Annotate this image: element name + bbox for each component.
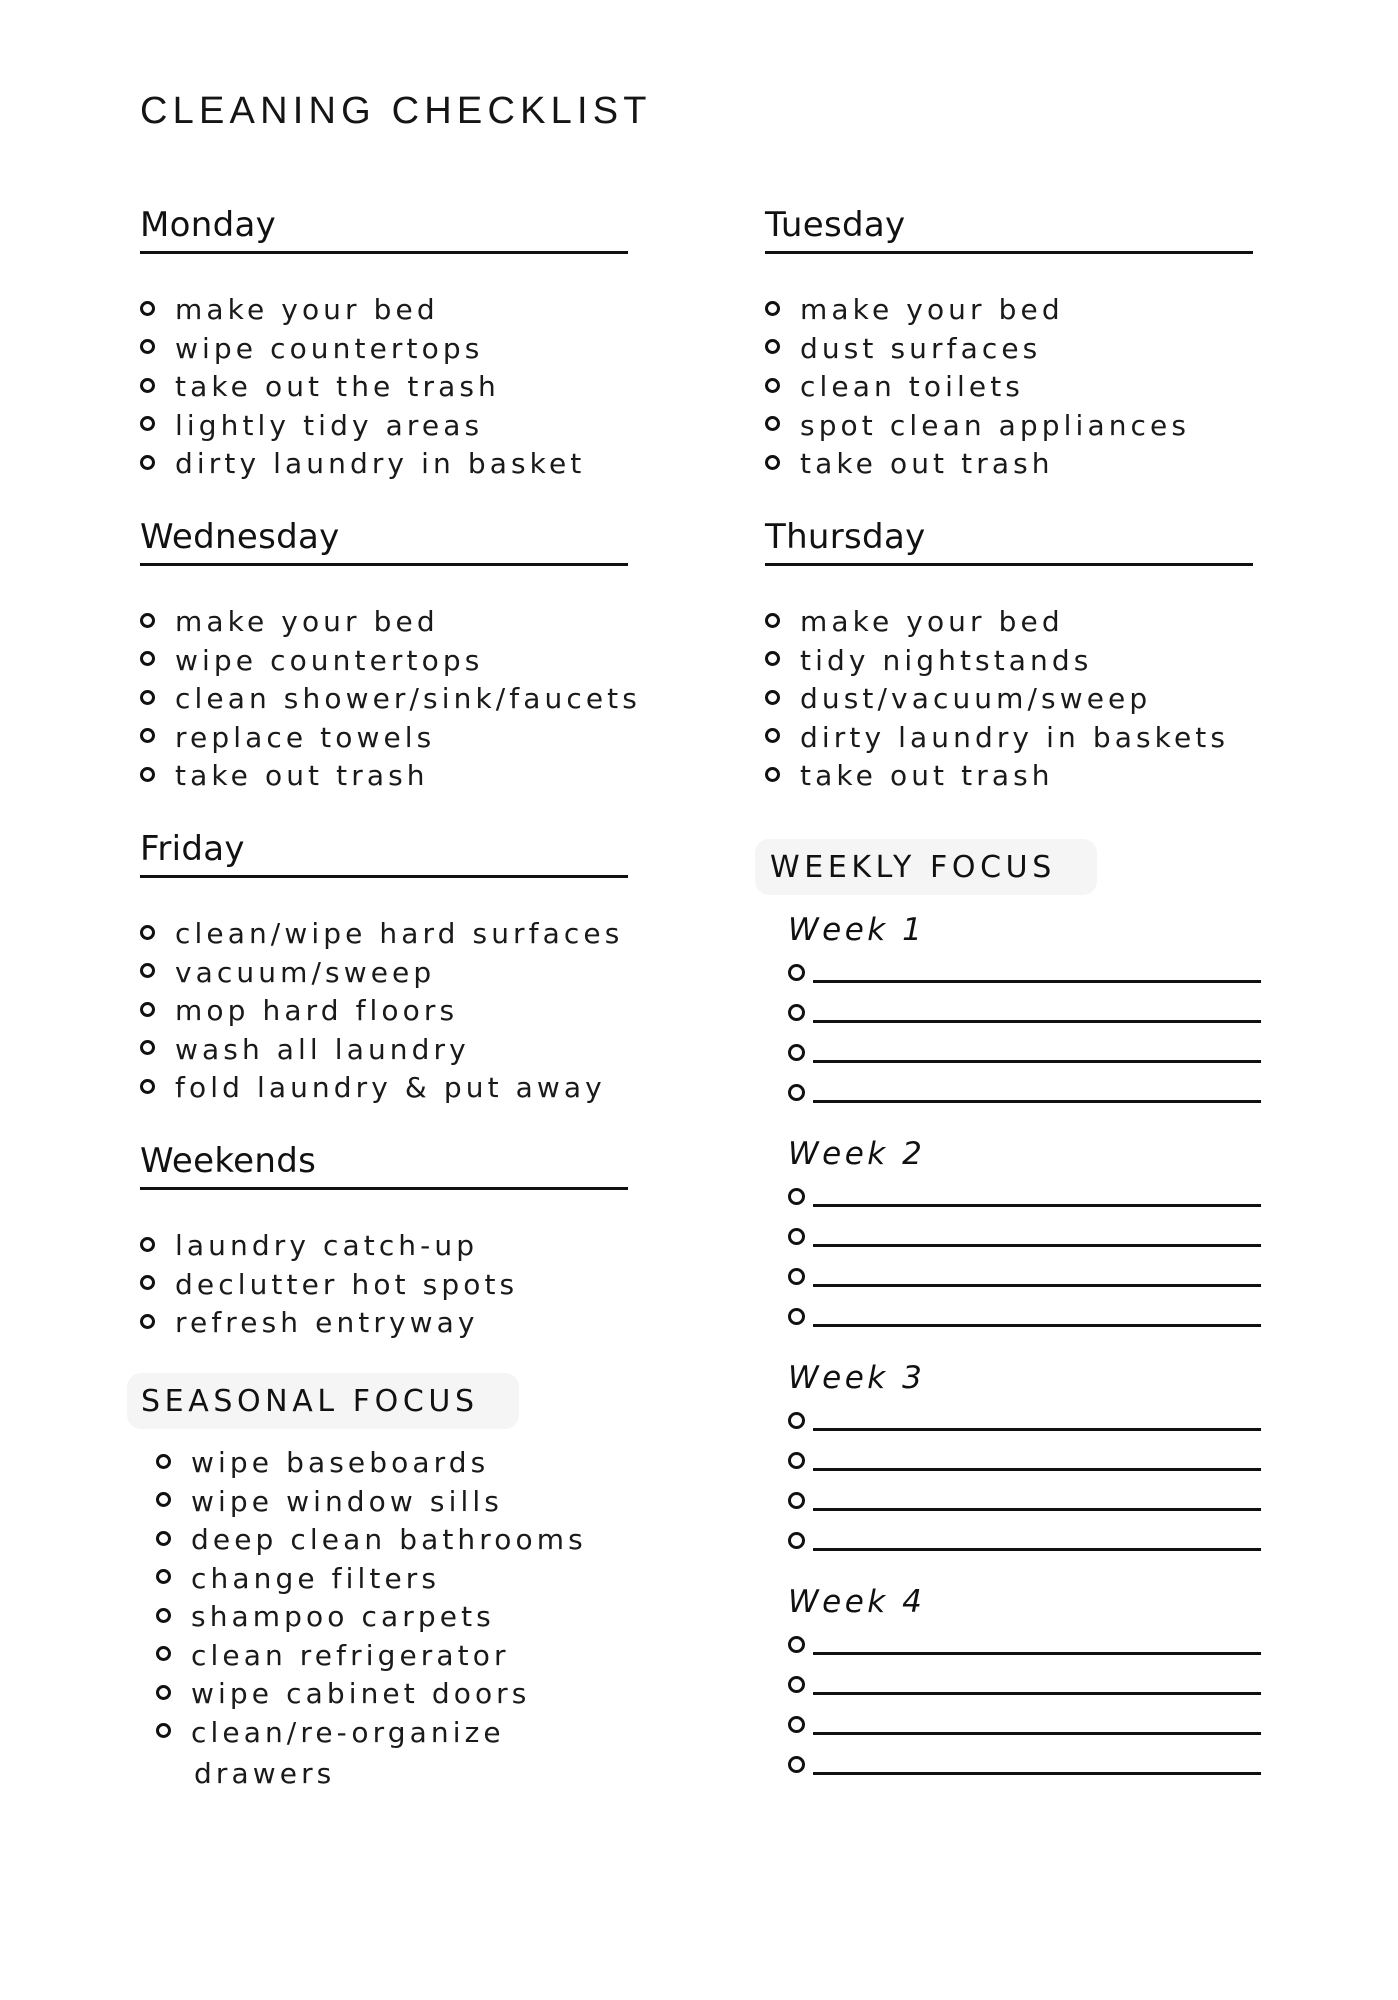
checkbox-circle-icon[interactable] — [765, 767, 780, 782]
write-in-line[interactable] — [813, 1204, 1261, 1207]
week-task-slot[interactable] — [788, 1532, 1263, 1572]
checkbox-circle-icon[interactable] — [788, 1412, 805, 1429]
write-in-line[interactable] — [813, 1284, 1261, 1287]
task-item[interactable]: tidy nightstands — [765, 642, 1229, 681]
heading-underline — [765, 251, 1253, 254]
task-list — [765, 603, 1229, 796]
task-item[interactable]: take out trash — [140, 757, 641, 796]
week-task-slot[interactable] — [788, 1636, 1263, 1676]
write-in-line[interactable] — [813, 1244, 1261, 1247]
checkbox-circle-icon[interactable] — [765, 728, 780, 743]
task-item[interactable]: make your bed — [140, 603, 641, 642]
task-item[interactable]: replace towels — [140, 719, 641, 758]
checkbox-circle-icon[interactable] — [765, 690, 780, 705]
week-label: Week 4 — [788, 1584, 926, 1620]
write-in-line[interactable] — [813, 1548, 1261, 1551]
checkbox-circle-icon[interactable] — [140, 613, 155, 628]
section-friday — [140, 829, 700, 1104]
checkbox-circle-icon[interactable] — [140, 339, 155, 354]
task-item[interactable]: clean toilets — [765, 368, 1190, 407]
task-item[interactable]: make your bed — [765, 291, 1190, 330]
task-item[interactable]: fold laundry & put away — [140, 1069, 623, 1108]
task-item[interactable]: clean/re-organize drawers — [156, 1714, 587, 1797]
checkbox-circle-icon[interactable] — [140, 1237, 155, 1252]
checkbox-circle-icon[interactable] — [156, 1646, 171, 1661]
week-block-2 — [788, 1136, 1268, 1172]
checkbox-circle-icon[interactable] — [788, 1188, 805, 1205]
week-task-slot[interactable] — [788, 1004, 1263, 1044]
write-in-line[interactable] — [813, 1324, 1261, 1327]
checkbox-circle-icon[interactable] — [140, 963, 155, 978]
section-heading: Thursday — [765, 517, 926, 557]
checkbox-circle-icon[interactable] — [156, 1569, 171, 1584]
checkbox-circle-icon[interactable] — [140, 378, 155, 393]
checkbox-circle-icon[interactable] — [765, 651, 780, 666]
week-task-slot[interactable] — [788, 1268, 1263, 1308]
write-in-line[interactable] — [813, 1652, 1261, 1655]
checkbox-circle-icon[interactable] — [788, 1228, 805, 1245]
section-tuesday — [765, 205, 1325, 480]
section-heading: Weekends — [140, 1141, 317, 1181]
checkbox-circle-icon[interactable] — [788, 1676, 805, 1693]
task-item[interactable]: wipe countertops — [140, 642, 641, 681]
task-item[interactable]: dust/vacuum/sweep — [765, 680, 1229, 719]
write-in-line[interactable] — [813, 980, 1261, 983]
seasonal-focus-title: SEASONAL FOCUS — [141, 1383, 479, 1419]
page-title: CLEANING CHECKLIST — [140, 90, 652, 132]
task-item[interactable]: dirty laundry in basket — [140, 445, 585, 484]
task-item[interactable]: vacuum/sweep — [140, 954, 623, 993]
checkbox-circle-icon[interactable] — [140, 728, 155, 743]
write-in-line[interactable] — [813, 1428, 1261, 1431]
checkbox-circle-icon[interactable] — [765, 455, 780, 470]
checkbox-circle-icon[interactable] — [140, 690, 155, 705]
seasonal-task-list — [156, 1444, 587, 1796]
task-item[interactable]: wipe countertops — [140, 330, 585, 369]
checkbox-circle-icon[interactable] — [788, 1084, 805, 1101]
heading-underline — [765, 563, 1253, 566]
checkbox-circle-icon[interactable] — [765, 416, 780, 431]
task-list — [765, 291, 1190, 484]
task-list — [140, 1227, 518, 1343]
task-item[interactable]: clean/wipe hard surfaces — [140, 915, 623, 954]
checkbox-circle-icon[interactable] — [765, 378, 780, 393]
checkbox-circle-icon[interactable] — [140, 416, 155, 431]
task-item[interactable]: dust surfaces — [765, 330, 1190, 369]
task-item[interactable]: clean shower/sink/faucets — [140, 680, 641, 719]
week-block-1 — [788, 912, 1268, 948]
checkbox-circle-icon[interactable] — [140, 767, 155, 782]
section-wednesday — [140, 517, 700, 792]
section-heading: Monday — [140, 205, 277, 245]
week-task-slot[interactable] — [788, 1308, 1263, 1348]
week-task-slot[interactable] — [788, 1452, 1263, 1492]
week-task-slot[interactable] — [788, 1716, 1263, 1756]
weekly-focus-title: WEEKLY FOCUS — [770, 849, 1056, 885]
task-item[interactable]: clean refrigerator — [156, 1637, 587, 1676]
task-item[interactable]: mop hard floors — [140, 992, 623, 1031]
section-thursday — [765, 517, 1325, 792]
task-item[interactable]: take out trash — [765, 757, 1229, 796]
checkbox-circle-icon[interactable] — [788, 1044, 805, 1061]
week-task-slot[interactable] — [788, 1188, 1263, 1228]
checkbox-circle-icon[interactable] — [140, 1275, 155, 1290]
seasonal-focus-label — [127, 1373, 519, 1429]
task-list — [140, 603, 641, 796]
checkbox-circle-icon[interactable] — [788, 1268, 805, 1285]
checkbox-circle-icon[interactable] — [156, 1608, 171, 1623]
week-block-4 — [788, 1584, 1268, 1620]
heading-underline — [140, 563, 628, 566]
section-heading: Wednesday — [140, 517, 340, 557]
checkbox-circle-icon[interactable] — [140, 1314, 155, 1329]
week-task-slot[interactable] — [788, 1084, 1263, 1124]
task-item[interactable]: laundry catch-up — [140, 1227, 518, 1266]
checkbox-circle-icon[interactable] — [788, 1492, 805, 1509]
write-in-line[interactable] — [813, 1020, 1261, 1023]
checkbox-circle-icon[interactable] — [788, 1452, 805, 1469]
task-list — [140, 915, 623, 1108]
task-item[interactable]: take out trash — [765, 445, 1190, 484]
section-heading: Friday — [140, 829, 245, 869]
checkbox-circle-icon[interactable] — [788, 1532, 805, 1549]
checkbox-circle-icon[interactable] — [788, 1308, 805, 1325]
write-in-line[interactable] — [813, 1060, 1261, 1063]
heading-underline — [140, 251, 628, 254]
task-item-continuation: drawers — [194, 1757, 336, 1790]
checkbox-circle-icon[interactable] — [156, 1454, 171, 1469]
task-item[interactable]: make your bed — [140, 291, 585, 330]
week-task-slot[interactable] — [788, 1676, 1263, 1716]
checkbox-circle-icon[interactable] — [156, 1492, 171, 1507]
write-in-line[interactable] — [813, 1508, 1261, 1511]
write-in-line[interactable] — [813, 1772, 1261, 1775]
checkbox-circle-icon[interactable] — [140, 1079, 155, 1094]
weekly-focus-label — [755, 839, 1097, 895]
checkbox-circle-icon[interactable] — [788, 1636, 805, 1653]
heading-underline — [140, 875, 628, 878]
heading-underline — [140, 1187, 628, 1190]
task-item[interactable]: refresh entryway — [140, 1304, 518, 1343]
write-in-line[interactable] — [813, 1692, 1261, 1695]
checkbox-circle-icon[interactable] — [156, 1531, 171, 1546]
task-item[interactable]: wipe cabinet doors — [156, 1675, 587, 1714]
task-item[interactable]: lightly tidy areas — [140, 407, 585, 446]
task-item[interactable]: change filters — [156, 1560, 587, 1599]
task-item[interactable]: wash all laundry — [140, 1031, 623, 1070]
checkbox-circle-icon[interactable] — [788, 964, 805, 981]
task-list — [140, 291, 585, 484]
task-item[interactable]: take out the trash — [140, 368, 585, 407]
task-item[interactable]: dirty laundry in baskets — [765, 719, 1229, 758]
checkbox-circle-icon[interactable] — [156, 1723, 171, 1738]
task-item[interactable]: wipe window sills — [156, 1483, 587, 1522]
week-label: Week 1 — [788, 912, 926, 948]
checkbox-circle-icon[interactable] — [156, 1685, 171, 1700]
write-in-line[interactable] — [813, 1100, 1261, 1103]
checkbox-circle-icon[interactable] — [140, 301, 155, 316]
checkbox-circle-icon[interactable] — [765, 613, 780, 628]
week-task-slot[interactable] — [788, 1756, 1263, 1796]
section-weekends — [140, 1141, 700, 1339]
week-block-3 — [788, 1360, 1268, 1396]
week-task-slot[interactable] — [788, 964, 1263, 1004]
checkbox-circle-icon[interactable] — [788, 1004, 805, 1021]
checkbox-circle-icon[interactable] — [140, 651, 155, 666]
checkbox-circle-icon[interactable] — [140, 455, 155, 470]
checkbox-circle-icon[interactable] — [788, 1756, 805, 1773]
write-in-line[interactable] — [813, 1732, 1261, 1735]
checkbox-circle-icon[interactable] — [765, 339, 780, 354]
week-task-slot[interactable] — [788, 1412, 1263, 1452]
section-monday — [140, 205, 700, 480]
write-in-line[interactable] — [813, 1468, 1261, 1471]
week-label: Week 3 — [788, 1360, 926, 1396]
checkbox-circle-icon[interactable] — [140, 1002, 155, 1017]
checkbox-circle-icon[interactable] — [765, 301, 780, 316]
week-task-slot[interactable] — [788, 1492, 1263, 1532]
checkbox-circle-icon[interactable] — [788, 1716, 805, 1733]
week-label: Week 2 — [788, 1136, 926, 1172]
task-item[interactable]: make your bed — [765, 603, 1229, 642]
week-task-slot[interactable] — [788, 1044, 1263, 1084]
task-item[interactable]: shampoo carpets — [156, 1598, 587, 1637]
task-item[interactable]: wipe baseboards — [156, 1444, 587, 1483]
checkbox-circle-icon[interactable] — [140, 1040, 155, 1055]
task-item[interactable]: declutter hot spots — [140, 1266, 518, 1305]
week-task-slot[interactable] — [788, 1228, 1263, 1268]
section-heading: Tuesday — [765, 205, 906, 245]
checkbox-circle-icon[interactable] — [140, 925, 155, 940]
task-item[interactable]: spot clean appliances — [765, 407, 1190, 446]
task-item[interactable]: deep clean bathrooms — [156, 1521, 587, 1560]
